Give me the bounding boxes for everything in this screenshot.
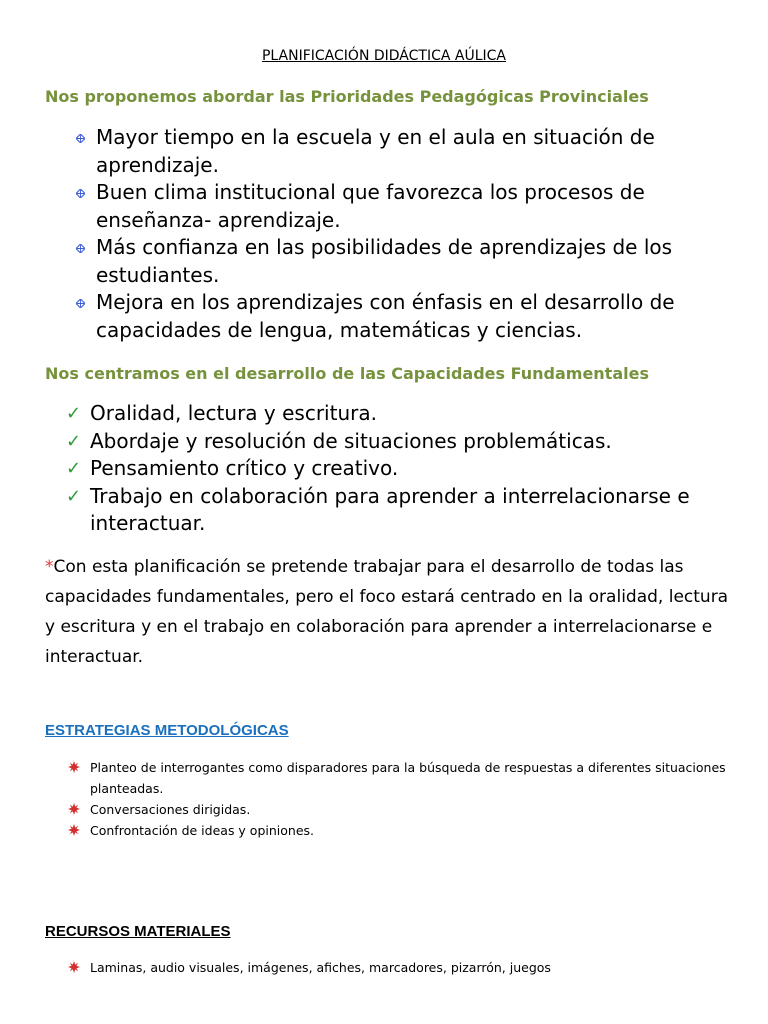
red-burst-icon: [68, 957, 90, 978]
list-item: [75, 124, 715, 179]
strategies-list: [68, 757, 733, 841]
cross-diamond-icon: [75, 289, 96, 344]
list-item: [68, 799, 733, 820]
resources-heading: RECURSOS MATERIALES: [45, 923, 231, 940]
strategies-heading: ESTRATEGIAS METODOLÓGICAS: [45, 722, 289, 739]
priority-text: Mayor tiempo en la escuela y en el aula en situación de aprendizaje.: [96, 125, 655, 177]
cross-diamond-icon: [75, 234, 96, 289]
strategy-text: Planteo de interrogantes como disparadores para la búsqueda de respuestas a diferentes situaciones planteadas.: [90, 760, 726, 796]
priority-text: Mejora en los aprendizajes con énfasis en el desarrollo de capacidades de lengua, matemáticas y ciencias.: [96, 290, 675, 342]
resource-text: Laminas, audio visuales, imágenes, afiches, marcadores, pizarrón, juegos: [90, 960, 551, 975]
list-item: [66, 455, 726, 483]
priorities-heading: Nos proponemos abordar las Prioridades Pedagógicas Provinciales: [45, 87, 649, 106]
check-icon: ✓: [66, 403, 82, 424]
capacities-list: [66, 400, 726, 538]
list-item: [75, 289, 715, 344]
note-text: Con esta planificación se pretende trabajar para el desarrollo de todas las capacidades fundamentales, pero el foco estará centrado en la oralidad, lectura y escritura y en el trabajo en colaboración para aprender a interrelacionarse e interactuar.: [45, 557, 729, 667]
focus-note: [45, 552, 735, 672]
list-item: [68, 957, 733, 978]
priority-text: Buen clima institucional que favorezca los procesos de enseñanza- aprendizaje.: [96, 180, 645, 232]
list-item: [66, 483, 726, 538]
capacity-text: Oralidad, lectura y escritura.: [90, 401, 377, 425]
priorities-list: [75, 124, 715, 344]
priority-text: Más confianza en las posibilidades de aprendizajes de los estudiantes.: [96, 235, 673, 287]
red-burst-icon: [68, 820, 90, 841]
list-item: [75, 234, 715, 289]
list-item: [68, 757, 733, 799]
capacity-text: Trabajo en colaboración para aprender a interrelacionarse e interactuar.: [90, 483, 690, 535]
capacity-text: Abordaje y resolución de situaciones problemáticas.: [90, 428, 612, 453]
page-title: PLANIFICACIÓN DIDÁCTICA AÚLICA: [261, 48, 506, 64]
list-item: [68, 820, 733, 841]
strategy-text: Confrontación de ideas y opiniones.: [90, 823, 314, 838]
list-item: [66, 400, 726, 428]
list-item: [75, 179, 715, 234]
cross-diamond-icon: [75, 124, 96, 179]
list-item: [66, 428, 726, 456]
capacity-text: Pensamiento crítico y creativo.: [90, 456, 399, 480]
red-burst-icon: [68, 757, 90, 799]
capacities-heading: Nos centramos en el desarrollo de las Capacidades Fundamentales: [45, 364, 649, 383]
check-icon: ✓: [66, 458, 82, 479]
red-burst-icon: [68, 799, 90, 820]
cross-diamond-icon: [75, 179, 96, 234]
resources-list: [68, 957, 733, 978]
check-icon: ✓: [66, 485, 82, 507]
check-icon: ✓: [66, 430, 82, 452]
asterisk: *: [45, 557, 54, 577]
strategy-text: Conversaciones dirigidas.: [90, 802, 251, 817]
